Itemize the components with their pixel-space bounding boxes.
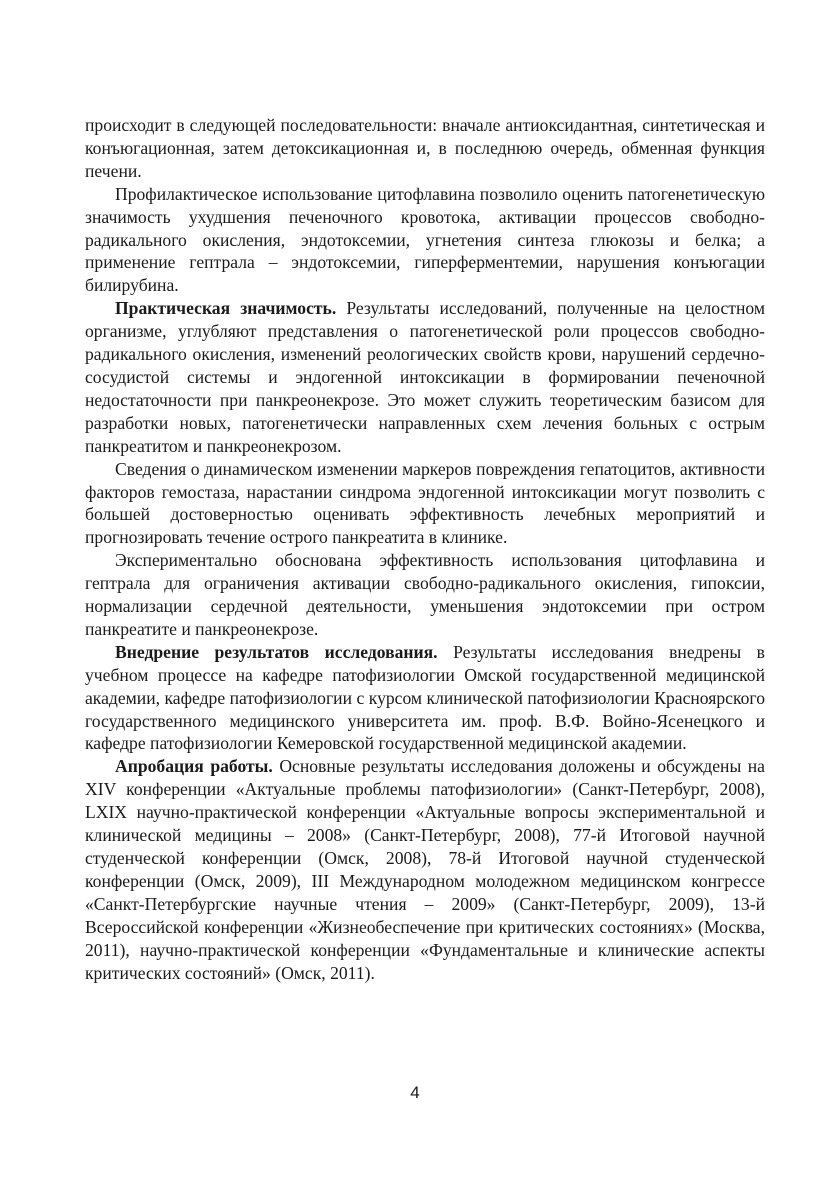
paragraph (85, 755, 765, 984)
paragraph-text: Результаты исследований, полученные на целостном организме, углубляют представления о патогенетической роли процессов свободно-радикального окисления, изменений реологических свойств крови, нарушений сердечно-сосудистой системы и эндогенной интоксикации в формировании печеночной недостаточности при панкреонекрозе. Это может служить теоретическим базисом для разработки новых, патогенетически направленных схем лечения больных с острым панкреатитом и панкреонекрозом. (85, 298, 765, 456)
paragraph (85, 549, 765, 641)
paragraph-heading: Внедрение результатов исследования. (115, 641, 438, 662)
paragraph (85, 297, 765, 457)
paragraph-text: Сведения о динамическом изменении маркеров повреждения гепатоцитов, активности факторов гемостаза, нарастании синдрома эндогенной интоксикации могут позволить с большей достоверностью оценивать эффективность лечебных мероприятий и прогнозировать течение острого панкреатита в клинике. (85, 458, 765, 548)
paragraph-text: происходит в следующей последовательности: вначале антиоксидантная, синтетическая и конъюгационная, затем детоксикационная и, в последнюю очередь, обменная функция печени. (85, 115, 765, 181)
paragraph (85, 641, 765, 756)
paragraph-text: Экспериментально обоснована эффективность использования цитофлавина и гептрала для ограничения активации свободно-радикального окисления, гипоксии, нормализации сердечной деятельности, уменьшения эндотоксемии при остром панкреатите и панкреонекрозе. (85, 550, 765, 639)
paragraph (85, 458, 765, 550)
page-number: 4 (410, 1083, 420, 1102)
paragraph-text: Профилактическое использование цитофлавина позволило оценить патогенетическую значимость ухудшения печеночного кровотока, активации процессов свободно-радикального окисления, эндотоксемии, угнетения синтеза глюкозы и белка; а применение гептрала – эндотоксемии, гиперферментемии, нарушения конъюгации билирубина. (85, 183, 765, 296)
paragraph (85, 114, 765, 183)
paragraph-text: Результаты исследования внедрены в учебном процессе на кафедре патофизиологии Омской государственной медицинской академии, кафедре патофизиологии с курсом клинической патофизиологии Красноярского государственного медицинского университета им. проф. В.Ф. Войно-Ясенецкого и кафедре патофизиологии Кемеровской государственной медицинской академии. (85, 641, 765, 754)
paragraph (85, 183, 765, 298)
paragraph-text: Основные результаты исследования доложены и обсуждены на XIV конференции «Актуальные проблемы патофизиологии» (Санкт-Петербург, 2008), LXIX научно-практической конференции «Актуальные вопросы экспериментальной и клинической медицины – 2008» (Санкт-Петербург, 2008), 77-й Итоговой научной студенческой конференции (Омск, 2008), 78-й Итоговой научной студенческой конференции (Омск, 2009), III Международном молодежном медицинском конгрессе «Санкт-Петербургские научные чтения – 2009» (Санкт-Петербург, 2009), 13-й Всероссийской конференции «Жизнеобеспечение при критических состояниях» (Москва, 2011), научно-практической конференции «Фундаментальные и клинические аспекты критических состояний» (Омск, 2011). (85, 756, 765, 983)
body-text (85, 114, 765, 984)
paragraph-heading: Практическая значимость. (115, 298, 337, 319)
paragraph-heading: Апробация работы. (115, 756, 273, 777)
